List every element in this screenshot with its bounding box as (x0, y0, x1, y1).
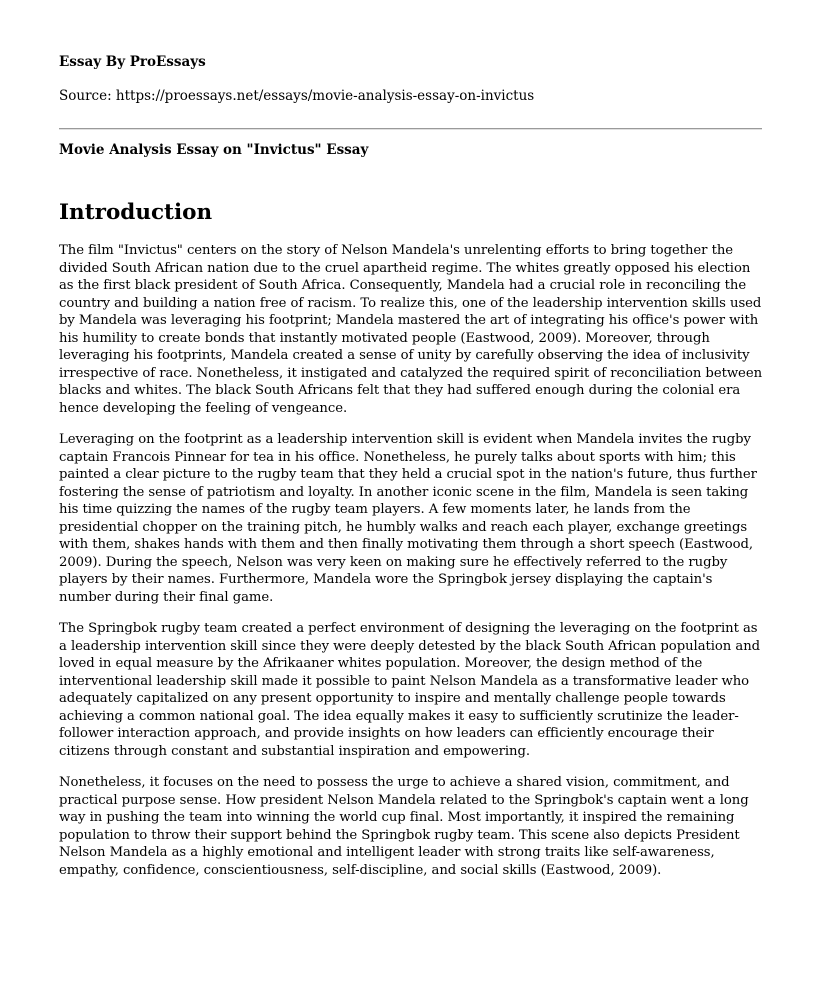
document-title: Movie Analysis Essay on "Invictus" Essay (59, 142, 369, 158)
essay-byline: Essay By ProEssays (59, 54, 206, 70)
paragraph: Nonetheless, it focuses on the need to possess the urge to achieve a shared vision, commitment, and practical purpose sense. How president Nelson Mandela related to the Springbok's captain went a long way in pushing the team into winning the world cup final. Most importantly, it inspired the remaining population to throw their support behind the Springbok rugby team. This scene also depicts President Nelson Mandela as a highly emotional and intelligent leader with strong traits like self-awareness, empathy, confidence, conscientiousness, self-discipline, and social skills (Eastwood, 2009). (59, 775, 749, 878)
paragraph: The film "Invictus" centers on the story of Nelson Mandela's unrelenting efforts to bring together the divided South African nation due to the cruel apartheid regime. The whites greatly opposed his election as the first black president of South Africa. Consequently, Mandela had a crucial role in reconciling the country and building a nation free of racism. To realize this, one of the leadership intervention skills used by Mandela was leveraging his footprint; Mandela mastered the art of integrating his office's power with his humility to create bonds that instantly motivated people (Eastwood, 2009). Moreover, through leveraging his footprints, Mandela created a sense of unity by carefully observing the idea of inclusivity irrespective of race. Nonetheless, it instigated and catalyzed the required spirit of reconciliation between blacks and whites. The black South Africans felt that they had suffered enough during the colonial era hence developing the feeling of vengeance. (59, 243, 763, 416)
source-line: Source: https://proessays.net/essays/movie-analysis-essay-on-invictus (59, 88, 535, 104)
essay-body (59, 242, 765, 893)
section-heading: Introduction (59, 200, 213, 225)
divider (59, 128, 762, 130)
paragraph: Leveraging on the footprint as a leadership intervention skill is evident when Mandela invites the rugby captain Francois Pinnear for tea in his office. Nonetheless, he purely talks about sports with him; this painted a clear picture to the rugby team that they held a crucial spot in the nation's future, thus further fostering the sense of patriotism and loyalty. In another iconic scene in the film, Mandela is seen taking his time quizzing the names of the rugby team players. A few moments later, he lands from the presidential chopper on the training pitch, he humbly walks and reach each player, exchange greetings with them, shakes hands with them and then finally motivating them through a short speech (Eastwood, 2009). During the speech, Nelson was very keen on making sure he effectively referred to the rugby players by their names. Furthermore, Mandela wore the Springbok jersey displaying the captain's number during their final game. (59, 432, 757, 605)
paragraph: The Springbok rugby team created a perfect environment of designing the leveraging on the footprint as a leadership intervention skill since they were deeply detested by the black South African population and loved in equal measure by the Afrikaaner whites population. Moreover, the design method of the interventional leadership skill made it possible to paint Nelson Mandela as a transformative leader who adequately capitalized on any present opportunity to inspire and mentally challenge people towards achieving a common national goal. The idea equally makes it easy to sufficiently scrutinize the leader-follower interaction approach, and provide insights on how leaders can efficiently encourage their citizens through constant and substantial inspiration and empowering. (59, 621, 761, 759)
